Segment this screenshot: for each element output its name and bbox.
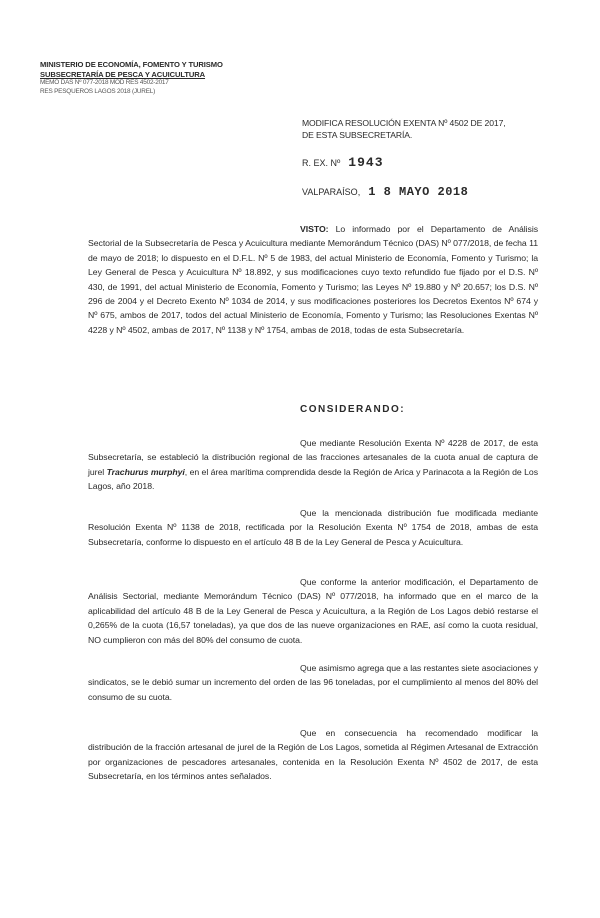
considerando-paragraph-1 bbox=[88, 436, 538, 494]
letterhead bbox=[40, 60, 270, 96]
resolution-label: R. EX. Nº bbox=[302, 158, 341, 168]
reference-code-2: RES PESQUEROS LAGOS 2018 (JUREL) bbox=[40, 87, 156, 95]
species-name: Trachurus murphyi bbox=[106, 466, 185, 477]
paragraph-4-text: Que asimismo agrega que a las restantes siete asociaciones y sindicatos, se le debió sumar un incremento del orden de las 96 toneladas, por el cumplimiento al menos del 80% del consumo de su cuota. bbox=[88, 663, 538, 702]
paragraph-5-text: Que en consecuencia ha recomendado modificar la distribución de la fracción artesanal de jurel de la Región de Los Lagos, sometida al Régimen Artesanal de Extracción por organizaciones de pescadores artesanales, contenida en la Resolución Exenta Nº 4502 de 2017, de esta Subsecretaría, en los términos antes señalados. bbox=[88, 728, 538, 782]
resolution-number: 1943 bbox=[348, 155, 384, 170]
undersecretariat-name: SUBSECRETARÍA DE PESCA Y ACUICULTURA bbox=[40, 69, 206, 79]
considerando-paragraph-4 bbox=[88, 661, 538, 704]
considerando-heading: CONSIDERANDO: bbox=[300, 404, 406, 415]
paragraph-3-text: Que conforme la anterior modificación, el Departamento de Análisis Sectorial, mediante Memorándum Técnico (DAS) Nº 077/2018, ha informado que en el marco de la aplicabilidad del artículo 48 B de la Ley General de Pesca y Acuicultura, a la Región de Los Lagos debió restarse el 0,265% de la cuota (16,57 toneladas), ya que dos de las nueve organizaciones en RAE, así como la cuota residual, NO cumplieron con más del 80% del consumo de cuota. bbox=[88, 577, 538, 645]
considerando-paragraph-5 bbox=[88, 726, 538, 784]
considerando-paragraph-2 bbox=[88, 506, 538, 549]
visto-paragraph bbox=[88, 222, 538, 337]
subject-line-1: MODIFICA RESOLUCIÓN EXENTA Nº 4502 DE 2017, bbox=[302, 118, 506, 128]
visto-label: VISTO: bbox=[300, 224, 329, 234]
ministry-name: MINISTERIO DE ECONOMÍA, FOMENTO Y TURISMO bbox=[40, 60, 223, 69]
place: VALPARAÍSO, bbox=[302, 187, 361, 197]
document-subject bbox=[302, 117, 506, 141]
subject-line-2: DE ESTA SUBSECRETARÍA. bbox=[302, 130, 413, 140]
visto-text: Lo informado por el Departamento de Análisis Sectorial de la Subsecretaría de Pesca y Acuicultura mediante Memorándum Técnico (DAS) Nº 077/2018, de fecha 11 de mayo de 2018; lo dispuesto en el D.F.L. Nº 5 de 1983, del actual Ministerio de Economía, Fomento y Turismo; la Ley General de Pesca y Acuicultura Nº 18.892, y sus modificaciones cuyo texto refundido fue fijado por el D.S. Nº 430, de 1991, del actual Ministerio de Economía, Fomento y Turismo; las Leyes Nº 19.880 y Nº 20.657; los D.S. Nº 296 de 2004 y el Decreto Exento Nº 1034 de 2014, y sus modificaciones posteriores los Decretos Exentos Nº 674 y Nº 675, ambos de 2017, todos del actual Ministerio de Economía, Fomento y Turismo; las Resoluciones Exentas Nº 4228 y Nº 4502, ambas de 2017, Nº 1138 y Nº 1754, ambas de 2018, todas de esta Subsecretaría. bbox=[88, 224, 538, 335]
resolution-number-line bbox=[302, 155, 384, 170]
place-date-line bbox=[302, 185, 468, 199]
date-stamp: 1 8 MAYO 2018 bbox=[368, 185, 469, 199]
paragraph-1-text-b: , en el área marítima comprendida desde la Región de Arica y Parinacota a la Región de Los Lagos, año 2018. bbox=[88, 466, 538, 492]
considerando-paragraph-3 bbox=[88, 575, 538, 647]
paragraph-1-text-a: Que mediante Resolución Exenta Nº 4228 de 2017, de esta Subsecretaría, se estableció la distribución regional de las fracciones artesanales de la cuota anual de captura de jurel bbox=[88, 438, 538, 477]
reference-code-1: MEMO DAS Nº 077-2018 MOD RES 4502-2017 bbox=[40, 79, 169, 87]
paragraph-2-text: Que la mencionada distribución fue modificada mediante Resolución Exenta Nº 1138 de 2018, rectificada por la Resolución Exenta Nº 1754 de 2018, ambas de esta Subsecretaría, conforme lo dispuesto en el artículo 48 B de la Ley General de Pesca y Acuicultura. bbox=[88, 508, 538, 547]
